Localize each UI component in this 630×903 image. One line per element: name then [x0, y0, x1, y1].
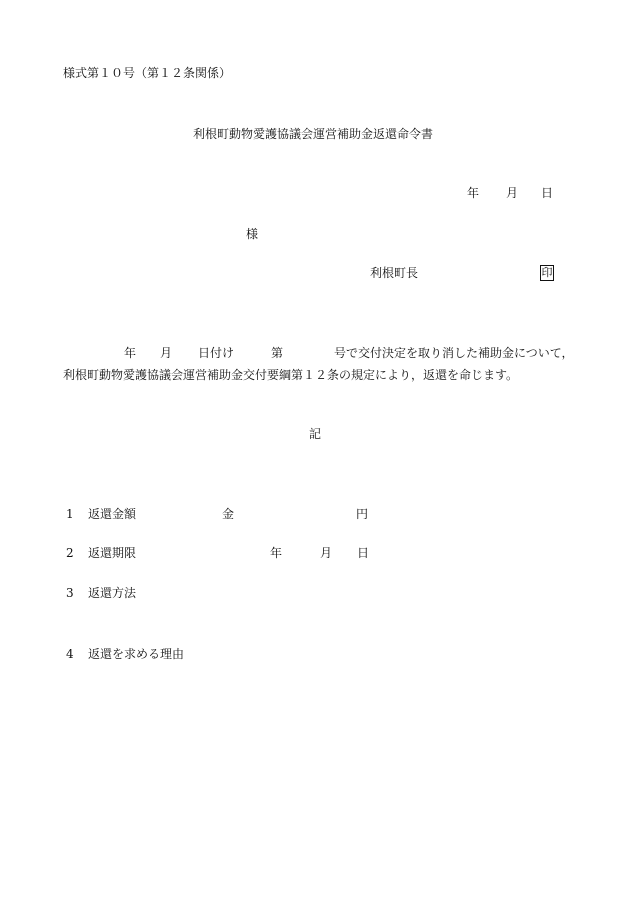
- item-label-deadline: 返還期限: [88, 546, 137, 560]
- body-ref-day: 日付け: [198, 346, 235, 360]
- date-month-label: 月: [506, 186, 519, 200]
- date-year-label: 年: [467, 186, 480, 200]
- seal-mark: 印: [541, 266, 553, 279]
- item-label-reason: 返還を求める理由: [88, 647, 185, 661]
- issuer-name: 利根町長: [370, 266, 419, 280]
- item-number: 1: [66, 507, 74, 521]
- item-yen-label: 円: [356, 507, 369, 521]
- date-day-label: 日: [541, 186, 554, 200]
- item-number: 2: [66, 546, 74, 560]
- document-title: 利根町動物愛護協議会運営補助金返還命令書: [193, 127, 434, 141]
- body-ref-year: 年: [124, 346, 137, 360]
- item-number: 3: [66, 586, 74, 600]
- deadline-year-label: 年: [270, 546, 283, 560]
- item-number: 4: [66, 647, 74, 661]
- form-number: 様式第１０号（第１２条関係）: [63, 66, 232, 80]
- body-ref-no-prefix: 第: [271, 346, 284, 360]
- body-ref-month: 月: [160, 346, 173, 360]
- item-label-method: 返還方法: [88, 586, 137, 600]
- item-kin-label: 金: [222, 507, 235, 521]
- item-label-amount: 返還金額: [88, 507, 137, 521]
- addressee-suffix: 様: [246, 227, 259, 241]
- deadline-month-label: 月: [320, 546, 333, 560]
- body-line1-rest: 号で交付決定を取り消した補助金について，: [334, 346, 574, 360]
- body-line2: 利根町動物愛護協議会運営補助金交付要綱第１２条の規定により，返還を命じます。: [63, 368, 519, 382]
- ki-heading: 記: [309, 427, 322, 441]
- deadline-day-label: 日: [357, 546, 370, 560]
